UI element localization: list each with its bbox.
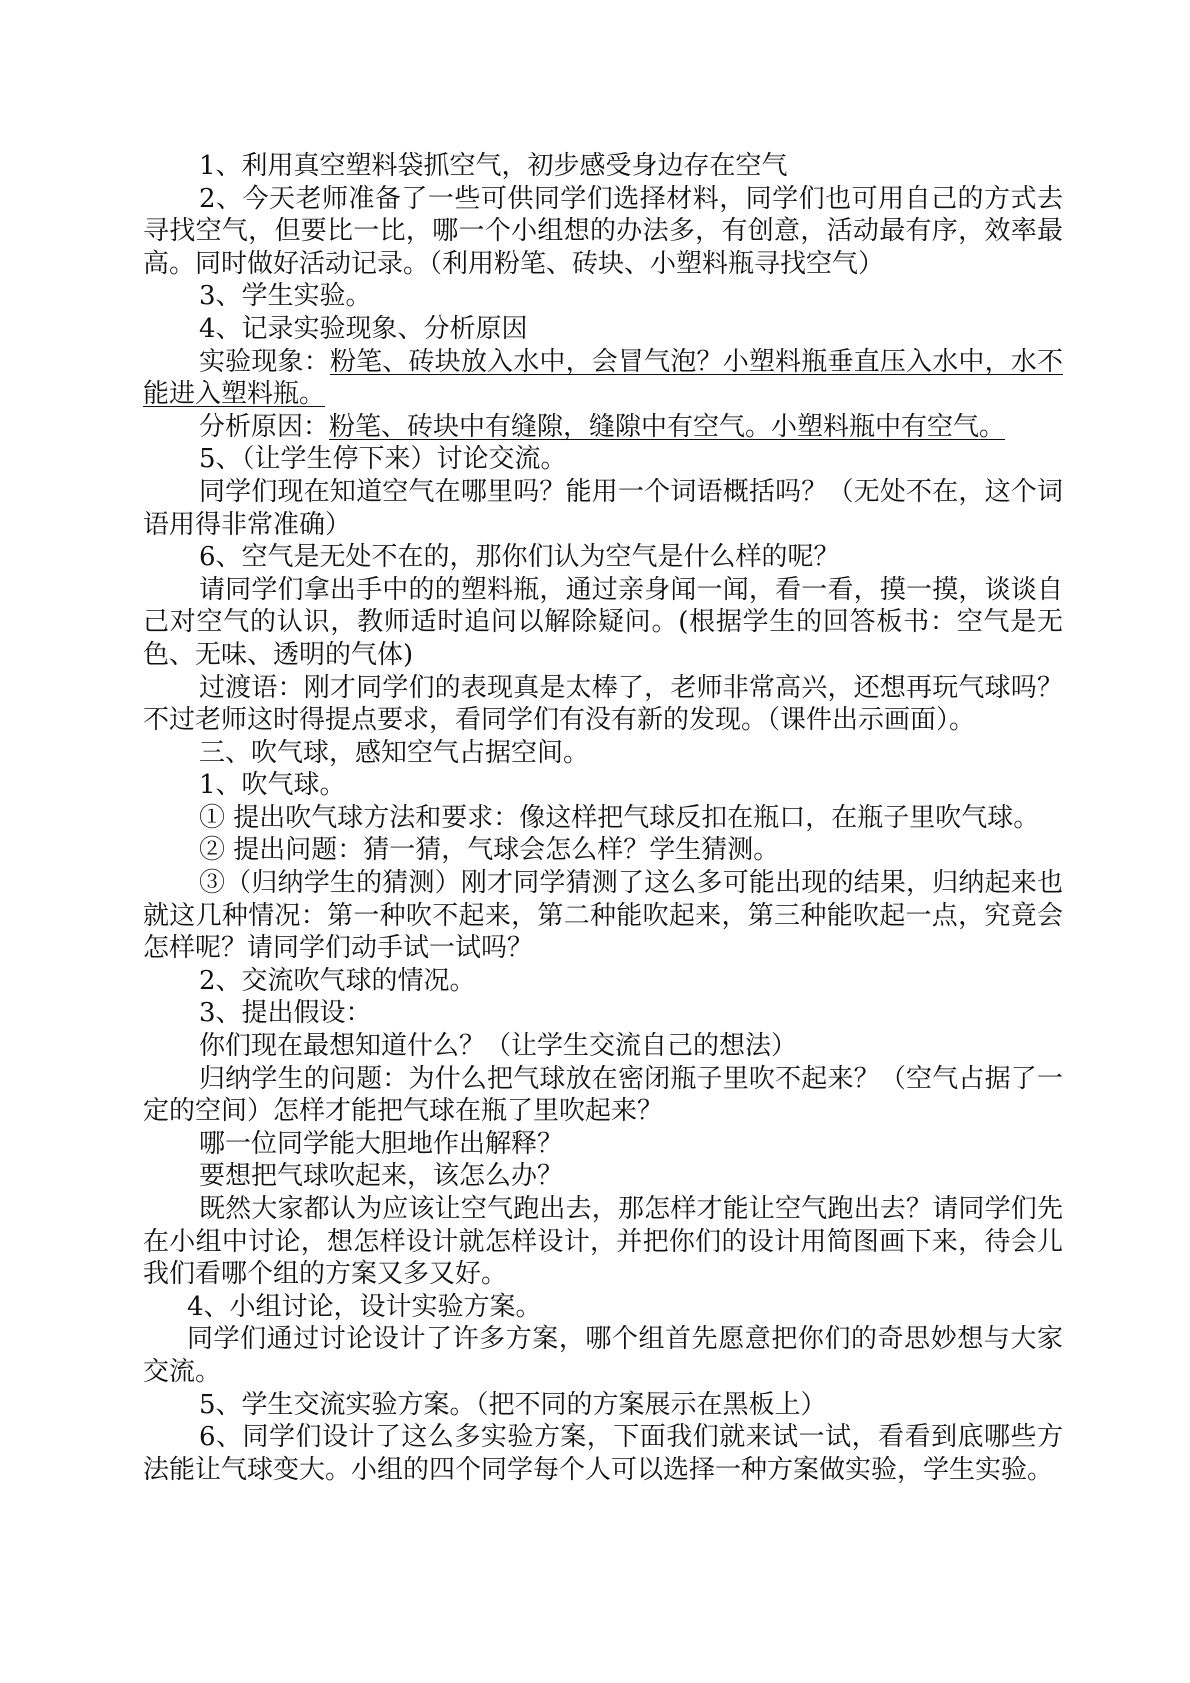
paragraph-3: 3、学生实验。 — [199, 281, 372, 312]
paragraph-24: 4、小组讨论，设计实验方案。 — [187, 1291, 542, 1322]
paragraph-18: 3、提出假设： — [199, 998, 372, 1029]
paragraph-6 — [143, 411, 1063, 444]
paragraph-20: 归纳学生的问题：为什么把气球放在密闭瓶子里吹不起来？（空气占据了一定的空间）怎样才能把气球在瓶了里吹起来？ — [143, 1063, 1063, 1127]
paragraph-27: 6、同学们设计了这么多实验方案，下面我们就来试一试，看看到底哪些方法能让气球变大。小组的四个同学每个人可以选择一种方案做实验，学生实验。 — [143, 1422, 1063, 1485]
paragraph-5 — [143, 346, 1063, 411]
paragraph-11: 过渡语：刚才同学们的表现真是太棒了，老师非常高兴，还想再玩气球吗？不过老师这时得提点要求，看同学们有没有新的发现。（课件出示画面）。 — [143, 672, 1063, 736]
paragraph-19: 你们现在最想知道什么？（让学生交流自己的想法） — [199, 1031, 798, 1062]
paragraph-25: 同学们通过讨论设计了许多方案，哪个组首先愿意把你们的奇思妙想与大家交流。 — [143, 1324, 1063, 1387]
paragraph-26: 5、学生交流实验方案。（把不同的方案展示在黑板上） — [199, 1389, 827, 1420]
paragraph-8: 同学们现在知道空气在哪里吗？能用一个词语概括吗？（无处不在，这个词语用得非常准确） — [143, 476, 1063, 540]
paragraph-15: ② 提出问题：猜一猜，气球会怎么样？学生猜测。 — [199, 835, 780, 866]
cause-analysis-label: 分析原因： — [199, 411, 330, 442]
paragraph-9: 6、空气是无处不在的，那你们认为空气是什么样的呢？ — [199, 542, 840, 573]
paragraph-17: 2、交流吹气球的情况。 — [199, 965, 476, 996]
document-page — [143, 150, 1063, 1486]
paragraph-23: 既然大家都认为应该让空气跑出去，那怎样才能让空气跑出去？请同学们先在小组中讨论，想怎样设计就怎样设计，并把你们的设计用简图画下来，待会儿我们看哪个组的方案又多又好。 — [143, 1194, 1063, 1290]
experiment-phenomenon-text: 粉笔、砖块放入水中，会冒气泡？小塑料瓶垂直压入水中，水不能进入塑料瓶。 — [143, 346, 1063, 410]
experiment-phenomenon-label: 实验现象： — [199, 346, 330, 377]
paragraph-13: 1、吹气球。 — [199, 770, 346, 801]
paragraph-2: 2、今天老师准备了一些可供同学们选择材料，同学们也可用自己的方式去寻找空气，但要比一比，哪一个小组想的办法多，有创意，活动最有序，效率最高。同时做好活动记录。（利用粉笔、砖块、小塑料瓶寻找空气） — [143, 183, 1063, 279]
paragraph-10: 请同学们拿出手中的的塑料瓶，通过亲身闻一闻，看一看，摸一摸，谈谈自己对空气的认识，教师适时追问以解除疑问。(根据学生的回答板书：空气是无色、无味、透明的气体) — [143, 574, 1063, 670]
paragraph-4: 4、记录实验现象、分析原因 — [199, 313, 528, 344]
paragraph-12: 三、吹气球，感知空气占据空间。 — [199, 737, 590, 768]
paragraph-21: 哪一位同学能大胆地作出解释？ — [199, 1128, 564, 1159]
paragraph-16: ③（归纳学生的猜测）刚才同学猜测了这么多可能出现的结果，归纳起来也就这几种情况：第一种吹不起来，第二种能吹起来，第三种能吹起一点，究竟会怎样呢？请同学们动手试一试吗？ — [143, 868, 1063, 964]
paragraph-7: 5、（让学生停下来）讨论交流。 — [199, 444, 567, 475]
cause-analysis-text: 粉笔、砖块中有缝隙，缝隙中有空气。小塑料瓶中有空气。 — [329, 411, 1006, 442]
paragraph-1: 1、利用真空塑料袋抓空气，初步感受身边存在空气 — [199, 151, 788, 181]
paragraph-14: ① 提出吹气球方法和要求：像这样把气球反扣在瓶口，在瓶子里吹气球。 — [199, 802, 1040, 833]
paragraph-22: 要想把气球吹起来，该怎么办？ — [199, 1161, 564, 1192]
